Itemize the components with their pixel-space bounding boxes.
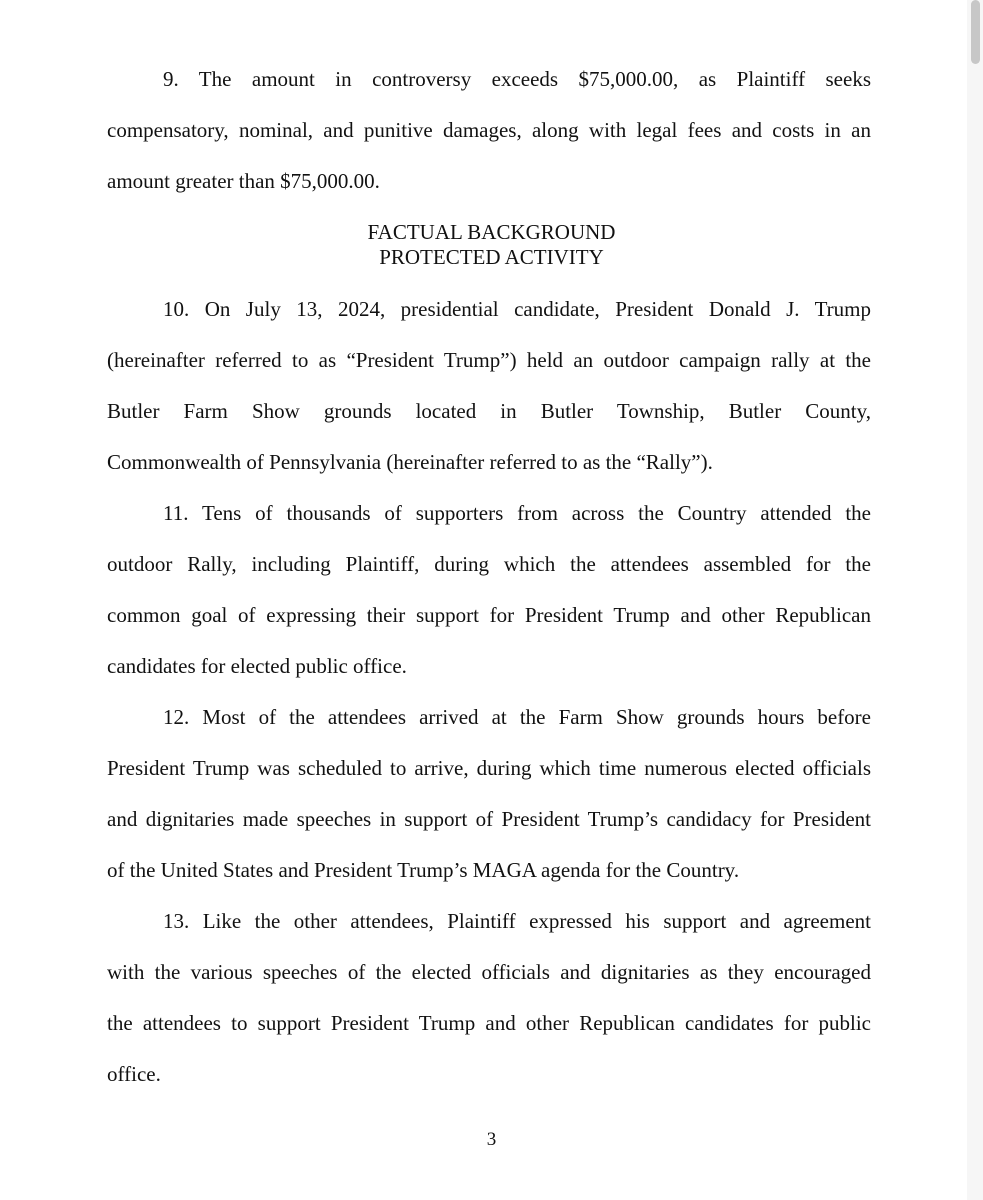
heading-protected-activity: PROTECTED ACTIVITY (379, 245, 604, 269)
paragraph-13-line-2: with the various speeches of the elected officials and dignitaries as they encouraged (107, 960, 871, 984)
paragraph-9-line-3: amount greater than $75,000.00. (107, 169, 380, 193)
paragraph-12-line-3: and dignitaries made speeches in support of President Trump’s candidacy for President (107, 807, 871, 831)
page-number: 3 (486, 1129, 497, 1150)
paragraph-11-line-4: candidates for elected public office. (107, 654, 407, 678)
paragraph-11-line-1: 11. Tens of thousands of supporters from across the Country attended the (163, 501, 871, 525)
paragraph-13-line-1: 13. Like the other attendees, Plaintiff expressed his support and agreement (163, 909, 871, 933)
paragraph-11-line-3: common goal of expressing their support for President Trump and other Republican (107, 603, 871, 627)
paragraph-12-line-1: 12. Most of the attendees arrived at the Farm Show grounds hours before (163, 705, 871, 729)
vertical-scrollbar[interactable] (967, 0, 983, 1200)
scrollbar-thumb[interactable] (971, 0, 980, 64)
paragraph-11-line-2: outdoor Rally, including Plaintiff, during which the attendees assembled for the (107, 552, 871, 576)
paragraph-10-line-3: Butler Farm Show grounds located in Butler Township, Butler County, (107, 399, 871, 423)
paragraph-10-line-1: 10. On July 13, 2024, presidential candidate, President Donald J. Trump (163, 297, 871, 321)
paragraph-13-line-4: office. (107, 1062, 161, 1086)
paragraph-13-line-3: the attendees to support President Trump and other Republican candidates for public (107, 1011, 871, 1035)
paragraph-12-line-2: President Trump was scheduled to arrive, during which time numerous elected officials (107, 756, 871, 780)
paragraph-10-line-4: Commonwealth of Pennsylvania (hereinafter referred to as the “Rally”). (107, 450, 713, 474)
paragraph-9-line-1: 9. The amount in controversy exceeds $75,000.00, as Plaintiff seeks (163, 67, 871, 91)
heading-factual-background: FACTUAL BACKGROUND (367, 220, 616, 244)
paragraph-9-line-2: compensatory, nominal, and punitive damages, along with legal fees and costs in an (107, 118, 871, 142)
paragraph-10-line-2: (hereinafter referred to as “President Trump”) held an outdoor campaign rally at the (107, 348, 871, 372)
paragraph-12-line-4: of the United States and President Trump’s MAGA agenda for the Country. (107, 858, 740, 882)
